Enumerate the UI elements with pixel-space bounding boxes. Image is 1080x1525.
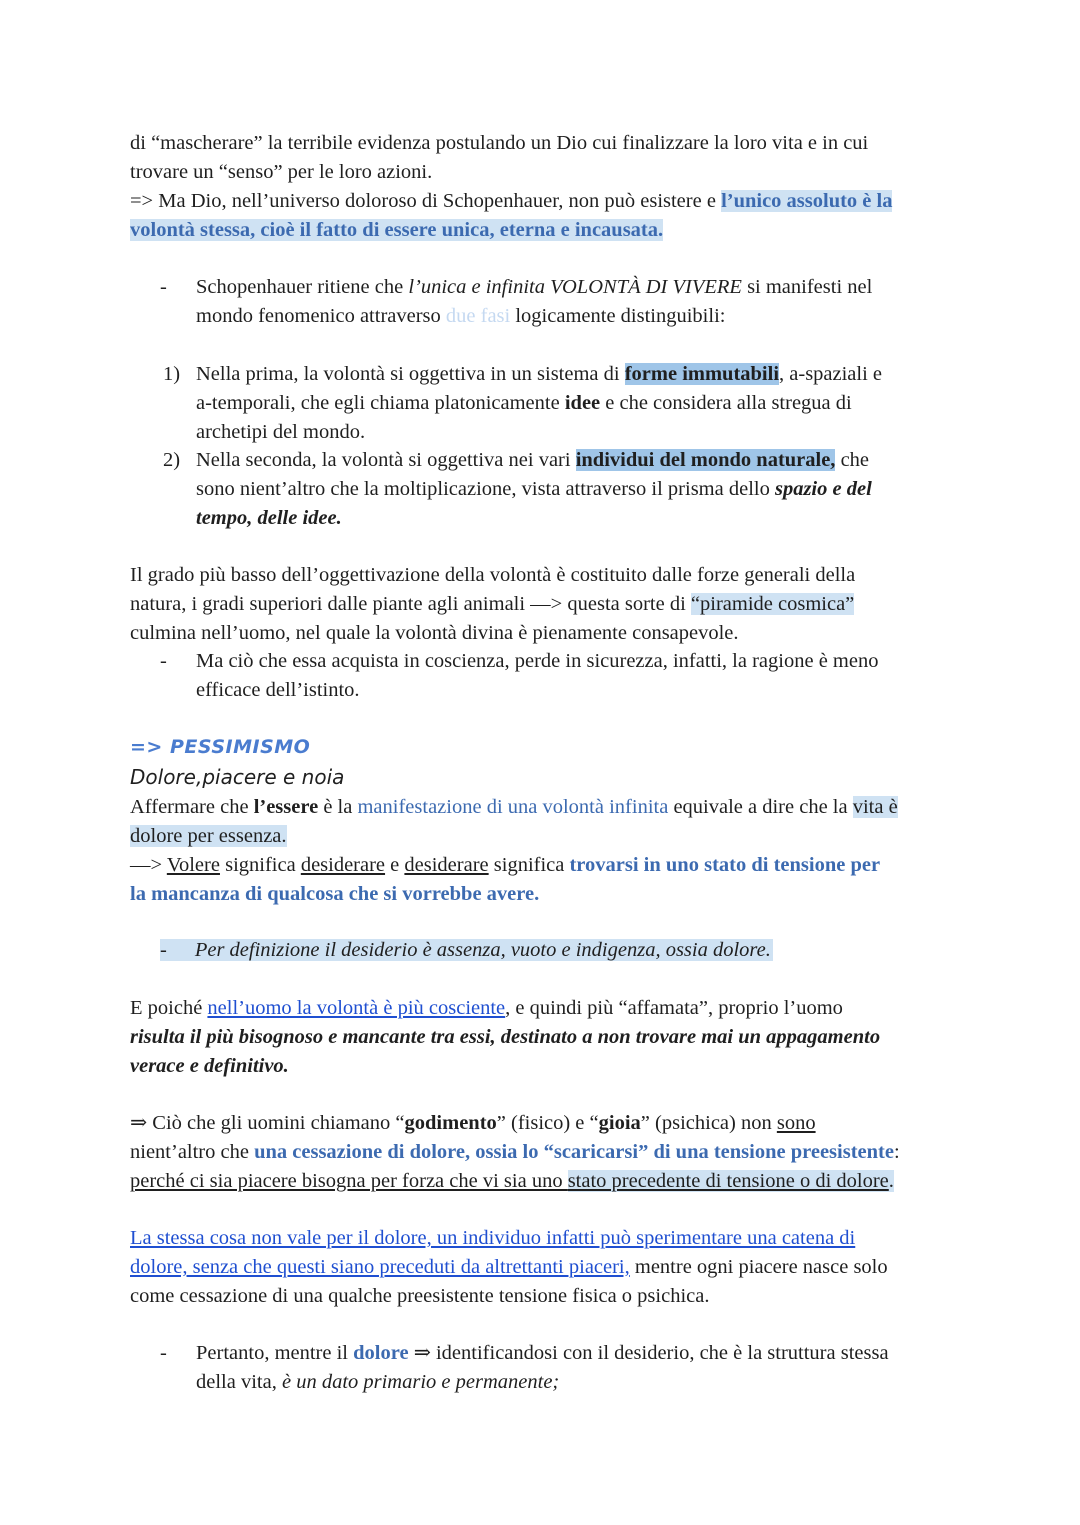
section-heading: => PESSIMISMO — [130, 736, 311, 758]
underlined-link[interactable]: La stessa cosa non vale per il dolore, un individuo infatti può sperimentare una catena di — [130, 1227, 856, 1249]
bullet-reason: Ma ciò che essa acquista in coscienza, perde in sicurezza, infatti, la ragione è meno efficace dell’istinto. — [196, 650, 879, 701]
paragraph-pleasure: ⇒ Ciò che gli uomini chiamano “godimento” (fisico) e “gioia” (psichica) non sono nient’altro che una cessazione di dolore, ossia lo “scaricarsi” di una tensione preesistente: perché ci sia piacere bisogna per forza che vi sia uno stato precedente di tensione o di dolore. — [130, 1112, 900, 1192]
section-subheading: Dolore,piacere e noia — [130, 765, 345, 789]
emphasis-volonta: VOLONTÀ DI VIVERE — [550, 276, 742, 298]
text-line: => Ma Dio, nell’universo doloroso di Schopenhauer, non può esistere e — [130, 190, 722, 212]
list-number: 2) — [163, 449, 181, 471]
highlighted-phrase: dolore per essenza. — [130, 825, 287, 847]
highlighted-phrase: individui del mondo naturale, — [575, 449, 836, 471]
list-number: 1) — [163, 363, 181, 385]
highlighted-phrase: “piramide cosmica” — [690, 593, 855, 615]
bullet-dash: - — [160, 276, 167, 298]
paragraph-pyramid: Il grado più basso dell’oggettivazione della volontà è costituito dalle forze generali della natura, i gradi superiori dalle piante agli animali —> questa sorte di “piramide cosmica” culmina nell’uomo, nel quale la volontà divina è pienamente consapevole. — [130, 564, 856, 644]
numbered-item-1: Nella prima, la volontà si oggettiva in un sistema di forme immutabili, a-spaziali e a-temporali, che egli chiama platonicamente idee e che considera alla stregua di archetipi del mondo. — [196, 363, 883, 443]
bullet-pain-primary: Pertanto, mentre il dolore ⇒ identificandosi con il desiderio, che è la struttura stessa della vita, è un dato primario e permanente; — [196, 1342, 889, 1393]
numbered-item-2: Nella seconda, la volontà si oggettiva nei vari individui del mondo naturale, che sono nient’altro che la moltiplicazione, vista attraverso il prisma dello spazio e del tempo, delle idee. — [196, 449, 872, 529]
bullet-will-to-live: Schopenhauer ritiene che l’unica e infinita VOLONTÀ DI VIVERE si manifesti nel mondo fenomenico attraverso due fasi logicamente distinguibili: — [196, 276, 873, 327]
bullet-dash: - — [160, 939, 167, 961]
highlighted-phrase: forme immutabili — [624, 363, 780, 385]
highlighted-phrase: volontà stessa, cioè il fatto di essere unica, eterna e incausata. — [130, 219, 664, 241]
faded-phrase: due fasi — [445, 305, 511, 327]
bullet-dash: - — [160, 650, 167, 672]
text-line: trovare un “senso” per le loro azioni. — [130, 161, 433, 183]
bullet-desire-definition: - Per definizione il desiderio è assenza, vuoto e indigenza, ossia dolore. — [160, 939, 771, 961]
paragraph-man: E poiché nell’uomo la volontà è più cosciente, e quindi più “affamata”, proprio l’uomo risulta il più bisognoso e mancante tra essi, destinato a non trovare mai un appagamento verace e definitivo. — [130, 997, 881, 1077]
bullet-dash: - — [160, 1342, 167, 1364]
underlined-link[interactable]: nell’uomo la volontà è più cosciente — [207, 997, 506, 1019]
text-line: di “mascherare” la terribile evidenza postulando un Dio cui finalizzare la loro vita e in cui — [130, 132, 869, 154]
paragraph-essence: Affermare che l’essere è la manifestazione di una volontà infinita equivale a dire che la vita è dolore per essenza. —> Volere significa desiderare e desiderare significa trovarsi in uno stato di tensione per la mancanza di qualcosa che si vorrebbe avere. — [130, 796, 898, 905]
paragraph-god — [130, 129, 960, 245]
highlighted-phrase: stato precedente di tensione o di dolore — [567, 1170, 889, 1192]
underlined-link[interactable]: dolore, senza che questi siano preceduti da altrettanti piaceri, — [130, 1256, 630, 1278]
paragraph-pain-chain: La stessa cosa non vale per il dolore, un individuo infatti può sperimentare una catena di dolore, senza che questi siano preceduti da altrettanti piaceri, mentre ogni piacere nasce solo come cessazione di una qualche preesistente tensione fisica o psichica. — [130, 1227, 888, 1307]
highlighted-phrase: l’unico assoluto è la — [721, 190, 893, 212]
highlighted-phrase: vita è — [852, 796, 898, 818]
